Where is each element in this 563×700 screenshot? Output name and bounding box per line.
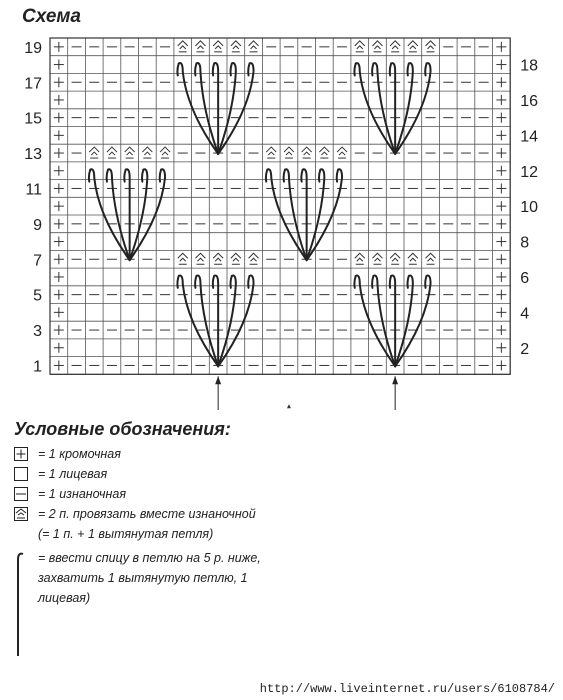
row-label-left: 7 [33,252,42,270]
row-label-left: 9 [33,216,42,234]
pulled-loop-icon [14,548,28,658]
source-url: http://www.liveinternet.ru/users/6108784/ [259,682,555,696]
legend [14,444,314,608]
legend-item-purl-2-together [14,504,314,544]
row-label-left: 5 [33,287,42,305]
row-label-left: 19 [24,39,42,57]
row-label-right: 12 [520,163,538,181]
row-label-right: 4 [520,305,530,323]
row-label-left: 3 [33,323,42,341]
legend-item-edge [14,444,314,464]
row-label-left: 1 [33,358,42,376]
arrow-head [215,376,221,384]
row-label-right: 16 [520,92,538,110]
legend-item-knit [14,464,314,484]
legend-item-purl [14,484,314,504]
row-label-right: 18 [520,57,538,75]
row-label-right: 6 [520,269,530,287]
row-label-left: 13 [24,146,42,164]
knit-icon [14,467,28,481]
row-label-right: 2 [520,340,530,358]
row-label-right: 14 [520,128,538,146]
legend-text-purl: = 1 изнаночная [38,487,127,501]
purl-2-together-icon [14,507,28,521]
legend-item-pulled-loop [14,548,314,608]
chart-title: Схема [22,6,82,27]
row-label-right: 10 [520,199,538,217]
row-label-left: 17 [24,75,42,93]
row-label-left: 15 [24,110,42,128]
arrow-head [392,376,398,384]
center-marker [287,404,291,408]
legend-text-edge: = 1 кромочная [38,447,121,461]
edge-stitch-icon [14,447,28,461]
purl-icon [14,487,28,501]
legend-title: Условные обозначения: [14,419,231,439]
legend-text-knit: = 1 лицевая [38,467,108,481]
row-label-left: 11 [25,181,42,199]
row-label-right: 8 [520,234,530,252]
legend-text-pulled-loop: = ввести спицу в петлю на 5 р. ниже, захватить 1 вытянутую петлю, 1 лицевая) [38,551,261,605]
legend-text-purl-2-together: = 2 п. провязать вместе изнаночной (= 1 п. + 1 вытянутая петля) [38,507,256,541]
